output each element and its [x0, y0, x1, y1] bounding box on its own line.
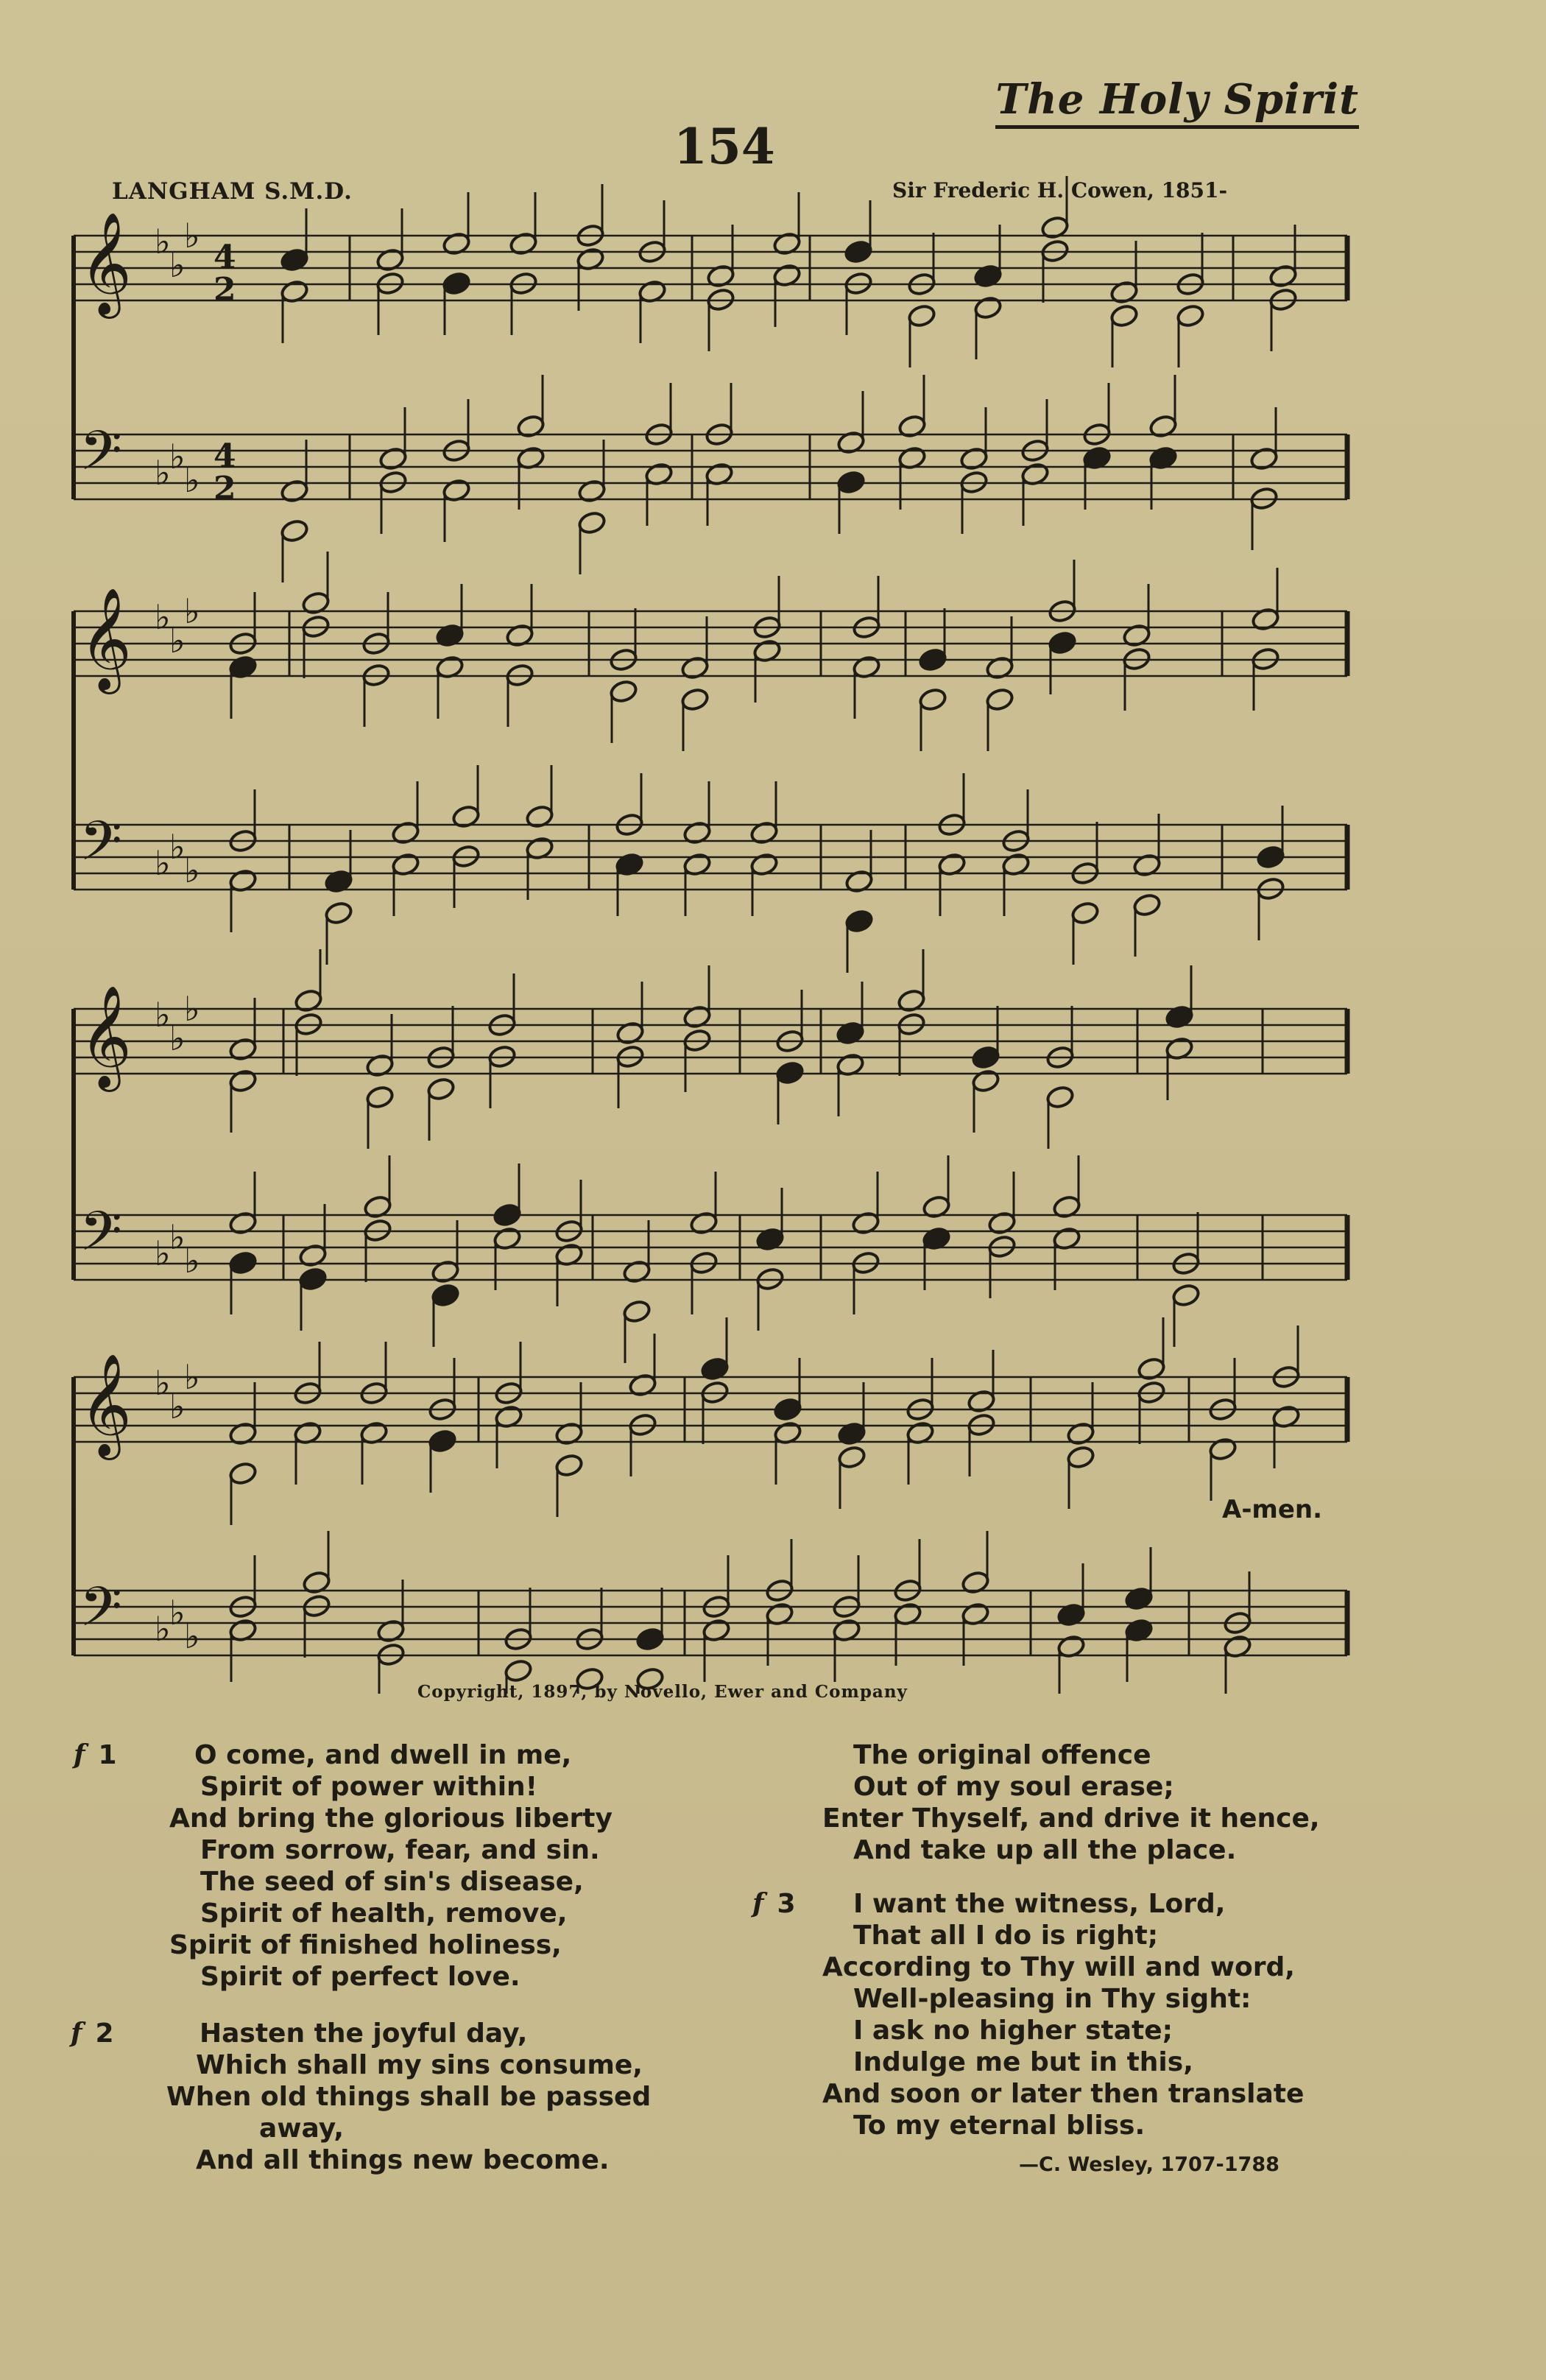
tune-name: LANGHAM S.M.D.	[112, 178, 353, 205]
flat-sign: ♭	[184, 851, 200, 890]
verse-line: And soon or later then translate	[822, 2079, 1305, 2109]
verse-line: And all things new become.	[196, 2145, 610, 2175]
note-head	[773, 1397, 802, 1422]
flat-sign: ♭	[169, 1387, 186, 1426]
flat-sign: ♭	[184, 591, 200, 631]
verse-line: Well-pleasing in Thy sight:	[853, 1984, 1252, 2014]
stanza-number: 2	[95, 2018, 114, 2049]
flat-sign: ♭	[155, 843, 171, 883]
note-head	[298, 1267, 328, 1292]
note-head	[918, 687, 947, 712]
note-head	[837, 1445, 866, 1470]
flat-sign: ♭	[155, 1363, 171, 1403]
note-head	[504, 1658, 533, 1683]
lyricist-credit: —C. Wesley, 1707-1788	[1019, 2153, 1279, 2176]
verse-line: Spirit of finished holiness,	[169, 1930, 562, 1960]
flat-sign: ♭	[155, 453, 171, 493]
note-head	[635, 1627, 665, 1652]
stanza-3	[752, 1888, 1305, 2141]
verse-line: Spirit of perfect love.	[200, 1962, 520, 1992]
note-head	[971, 1068, 1000, 1094]
time-signature-top: 4	[213, 437, 236, 475]
section-title: The Holy Spirit	[995, 75, 1359, 129]
time-signature-bottom: 2	[213, 271, 236, 309]
note-head	[1132, 892, 1162, 918]
verse-line: And take up all the place.	[853, 1835, 1237, 1865]
note-head	[428, 1429, 457, 1454]
note-head	[1109, 303, 1139, 328]
stanza-dynamic: f	[71, 2018, 82, 2049]
note-head	[431, 1283, 460, 1308]
bass-clef: 𝄢	[80, 419, 122, 496]
flat-sign: ♭	[184, 216, 200, 256]
stanza-dynamic: f	[74, 1739, 85, 1770]
flat-sign: ♭	[169, 827, 186, 867]
note-head	[1171, 1283, 1201, 1308]
treble-clef: 𝄞	[80, 212, 132, 314]
note-head	[1045, 1085, 1075, 1110]
flat-sign: ♭	[169, 1018, 186, 1058]
note-head	[918, 647, 947, 672]
verse-line: Hasten the joyful day,	[200, 2018, 528, 2049]
note-head	[609, 679, 638, 704]
note-head	[680, 687, 710, 712]
verse-line: O come, and dwell in me,	[194, 1740, 572, 1770]
note-head	[1066, 1445, 1095, 1470]
copyright-notice: Copyright, 1897, by Novello, Ewer and Company	[417, 1682, 908, 1702]
flat-sign: ♭	[155, 1233, 171, 1273]
flat-sign: ♭	[155, 222, 171, 261]
verse-line: away,	[259, 2113, 345, 2144]
flat-sign: ♭	[184, 1357, 200, 1397]
note-head	[228, 1068, 258, 1094]
note-head	[280, 518, 309, 543]
note-head	[228, 1461, 258, 1486]
stanza-2	[71, 2018, 652, 2176]
flat-sign: ♭	[184, 1241, 200, 1281]
hymn-number: 154	[674, 118, 775, 175]
note-head	[577, 510, 607, 535]
amen-label: A-men.	[1222, 1495, 1323, 1524]
flat-sign: ♭	[184, 460, 200, 500]
flat-sign: ♭	[169, 1217, 186, 1257]
note-head	[554, 1453, 584, 1478]
stanza-2-continued	[822, 1739, 1320, 1866]
note-head	[493, 1203, 522, 1228]
note-head	[836, 470, 866, 495]
note-head	[844, 909, 874, 934]
bass-clef: 𝄢	[80, 809, 122, 887]
verse-line: The seed of sin's disease,	[200, 1867, 584, 1897]
note-head	[973, 295, 1003, 320]
time-signature-top: 4	[213, 239, 236, 276]
verse-line: Which shall my sins consume,	[196, 2050, 643, 2080]
note-head	[426, 1077, 456, 1102]
verse-line: Spirit of power within!	[200, 1772, 538, 1802]
verse-line: Enter Thyself, and drive it hence,	[822, 1803, 1320, 1834]
time-signature-bottom: 2	[213, 470, 236, 507]
stanza-dynamic: f	[752, 1888, 764, 1919]
stanza-1	[74, 1739, 613, 1993]
verse-line: That all I do is right;	[853, 1920, 1159, 1951]
verse-line: I want the witness, Lord,	[853, 1889, 1226, 1919]
note-head	[907, 303, 936, 328]
verse-line: I ask no higher state;	[853, 2015, 1173, 2046]
stanza-number: 3	[777, 1889, 796, 1919]
verse-line: And bring the glorious liberty	[169, 1803, 613, 1834]
verse-line: When old things shall be passed	[166, 2082, 652, 2112]
note-head	[1048, 630, 1077, 655]
stanza-number: 1	[98, 1740, 117, 1770]
verse-line: From sorrow, fear, and sin.	[200, 1835, 600, 1865]
flat-sign: ♭	[155, 1609, 171, 1649]
note-head	[324, 901, 353, 926]
flat-sign: ♭	[184, 989, 200, 1029]
note-head	[442, 271, 471, 296]
flat-sign: ♭	[169, 1593, 186, 1633]
note-head	[228, 1250, 258, 1275]
bass-clef: 𝄢	[80, 1575, 122, 1652]
note-head	[1208, 1437, 1238, 1462]
note-head	[622, 1299, 652, 1324]
note-head	[844, 239, 873, 264]
bass-clef: 𝄢	[80, 1200, 122, 1277]
composer-credit: Sir Frederic H. Cowen, 1851-	[892, 178, 1228, 203]
verse-line: Out of my soul erase;	[853, 1772, 1174, 1802]
flat-sign: ♭	[184, 1616, 200, 1656]
verse-line: Spirit of health, remove,	[200, 1898, 568, 1929]
verse-line: According to Thy will and word,	[822, 1952, 1295, 1982]
note-head	[985, 687, 1014, 712]
flat-sign: ♭	[169, 621, 186, 661]
flat-sign: ♭	[169, 245, 186, 285]
treble-clef: 𝄞	[80, 1353, 132, 1456]
note-head	[365, 1085, 395, 1110]
flat-sign: ♭	[155, 995, 171, 1035]
note-head	[971, 1045, 1000, 1070]
flat-sign: ♭	[169, 437, 186, 476]
note-head	[1256, 845, 1285, 870]
note-head	[775, 1060, 805, 1085]
verse-line: Indulge me but in this,	[853, 2047, 1193, 2077]
note-head	[1176, 303, 1205, 328]
note-head	[1070, 901, 1100, 926]
verse-line: The original offence	[853, 1740, 1151, 1770]
flat-sign: ♭	[155, 597, 171, 637]
treble-clef: 𝄞	[80, 985, 132, 1088]
verse-line: To my eternal bliss.	[853, 2110, 1146, 2141]
treble-clef: 𝄞	[80, 588, 132, 690]
